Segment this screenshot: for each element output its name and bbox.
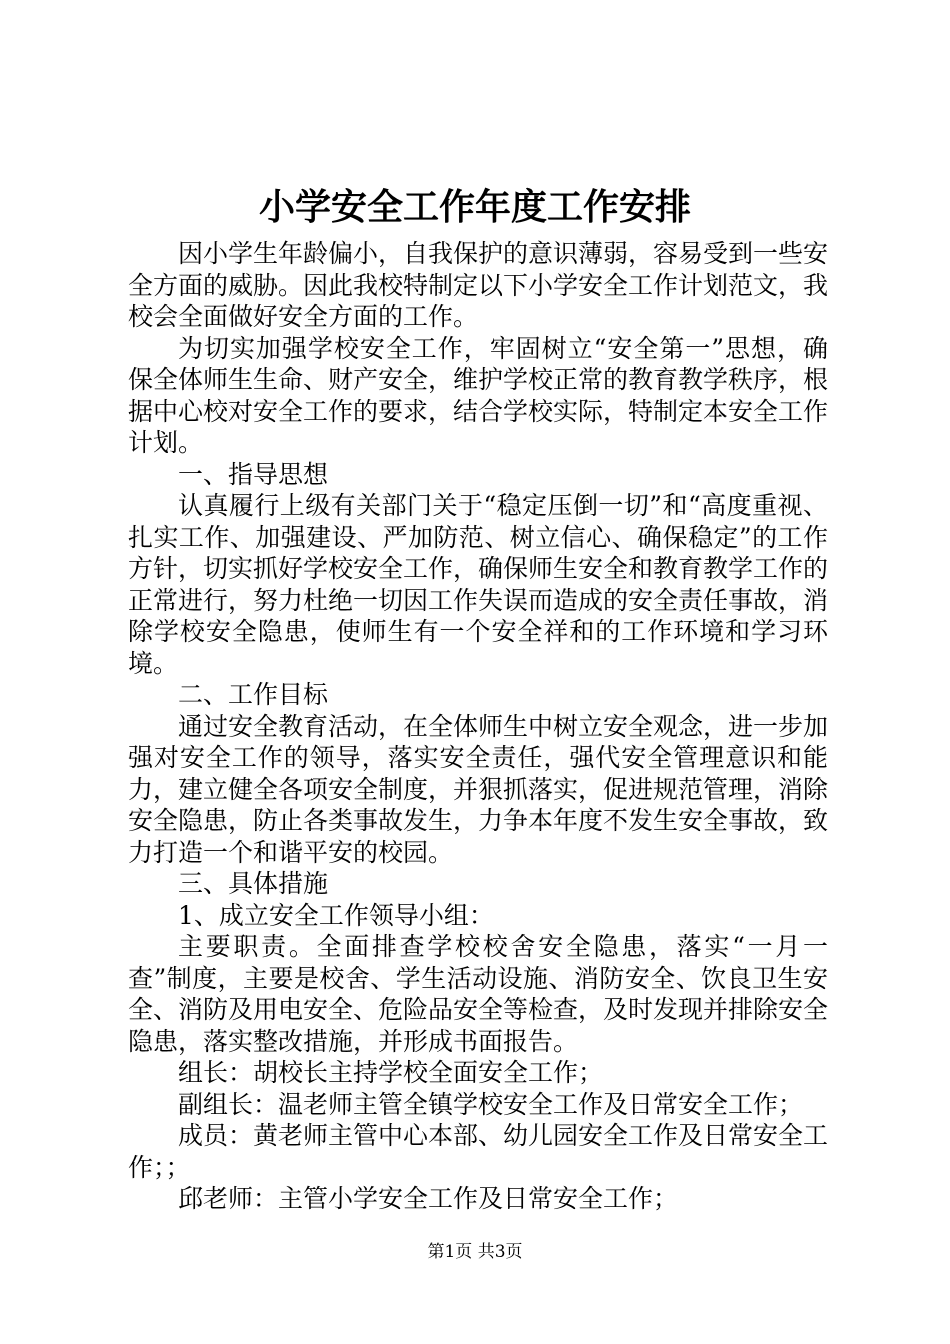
paragraph-group-leader: 组长：胡校长主持学校全面安全工作； bbox=[178, 1058, 604, 1087]
heading-measures: 三、具体措施 bbox=[178, 869, 329, 898]
page-footer: 第1页 共3页 bbox=[427, 1242, 523, 1262]
paragraph-purpose: 为切实加强学校安全工作，牢固树立“安全第一”思想，确保全体师生生命、财产安全，维护学校正常的教育教学秩序，根据中心校对安全工作的要求，结合学校实际，特制定本安全工作计划。 bbox=[128, 333, 829, 457]
document-body bbox=[128, 238, 828, 1215]
paragraph-teacher-qiu: 邱老师：主管小学安全工作及日常安全工作； bbox=[178, 1184, 679, 1213]
paragraph-main-duties: 主要职责。全面排查学校校舍安全隐患，落实“一月一查”制度，主要是校舍、学生活动设施、消防安全、饮良卫生安全、消防及用电安全、危险品安全等检查，及时发现并排除安全隐患，落实整改措施，并形成书面报告。 bbox=[128, 932, 829, 1056]
paragraph-work-goals: 通过安全教育活动，在全体师生中树立安全观念，进一步加强对安全工作的领导，落实安全责任，强代安全管理意识和能力，建立健全各项安全制度，并狠抓落实，促进规范管理，消除安全隐患，防止各类事故发生，力争本年度不发生安全事故，致力打造一个和谐平安的校园。 bbox=[128, 711, 829, 867]
heading-guiding-thought: 一、指导思想 bbox=[178, 459, 329, 489]
paragraph-intro: 因小学生年龄偏小，自我保护的意识薄弱，容易受到一些安全方面的威胁。因此我校特制定以下小学安全工作计划范文，我校会全面做好安全方面的工作。 bbox=[128, 239, 829, 331]
document-title: 小学安全工作年度工作安排 bbox=[258, 186, 691, 228]
heading-work-goals: 二、工作目标 bbox=[178, 680, 329, 709]
paragraph-deputy-leader: 副组长：温老师主管全镇学校安全工作及日常安全工作； bbox=[178, 1089, 804, 1119]
paragraph-members: 成员：黄老师主管中心本部、幼儿园安全工作及日常安全工作；； bbox=[128, 1121, 829, 1182]
paragraph-guiding-thought: 认真履行上级有关部门关于“稳定压倒一切”和“高度重视、扎实工作、加强建设、严加防范、树立信心、确保稳定”的工作方针，切实抓好学校安全工作，确保师生安全和教育教学工作的正常进行，努力杜绝一切因工作失误而造成的安全责任事故，消除学校安全隐患，使师生有一个安全祥和的工作环境和学习环境。 bbox=[128, 491, 829, 678]
subheading-leadership-group: 1、成立安全工作领导小组： bbox=[178, 900, 494, 930]
